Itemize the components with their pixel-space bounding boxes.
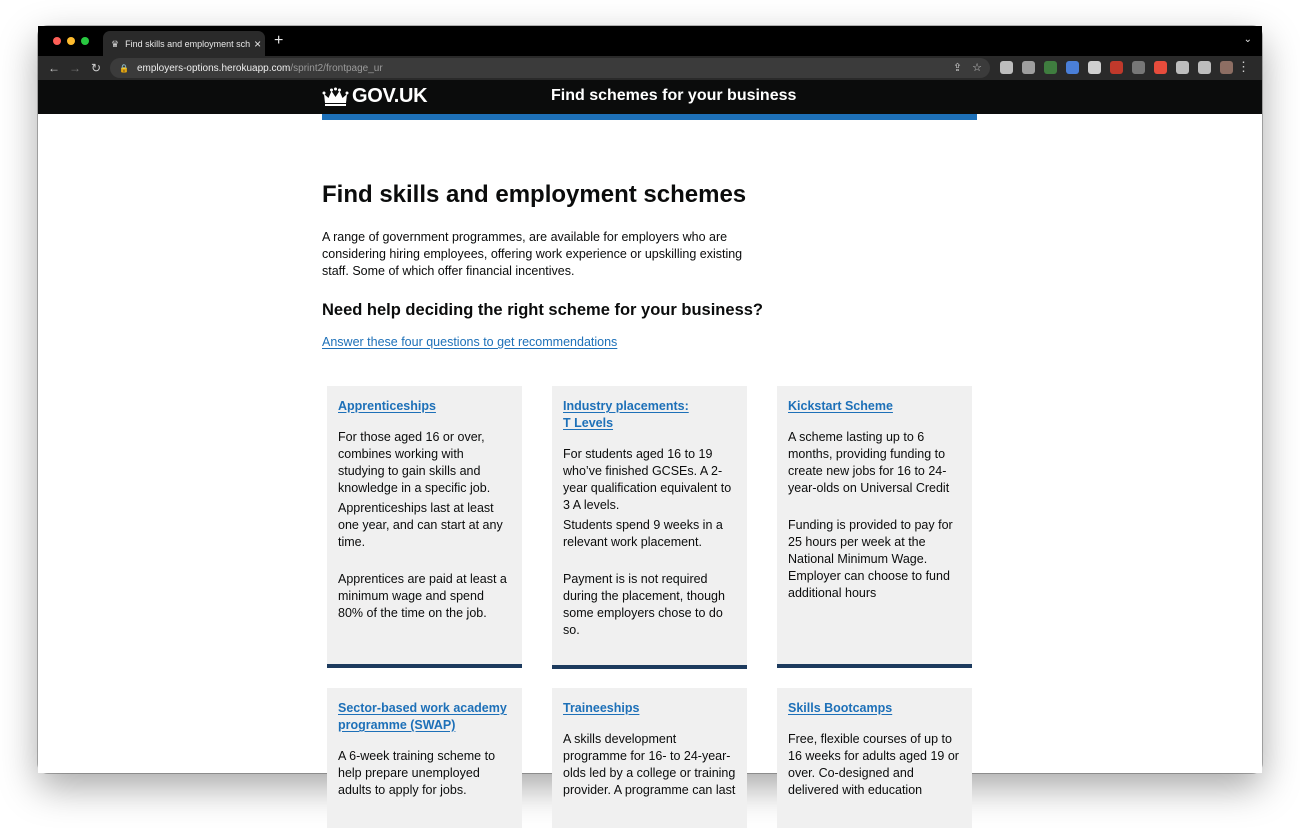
service-name-link[interactable]: Find schemes for your business (551, 87, 797, 104)
extension-icon[interactable] (1044, 61, 1057, 74)
window-close-button[interactable] (53, 37, 61, 45)
card-kickstart (777, 386, 972, 668)
back-arrow-icon[interactable]: ← (48, 61, 60, 75)
card-title-link[interactable]: Sector-based work academy programme (SWAP) (338, 701, 507, 732)
tab-strip (38, 26, 1262, 56)
header-blue-bar (322, 114, 977, 120)
tab-search-chevron-icon[interactable]: ⌄ (1243, 34, 1252, 45)
card-skills-bootcamps (777, 688, 972, 828)
reload-icon[interactable]: ↻ (91, 61, 102, 75)
card-paragraph: Funding is provided to pay for 25 hours per week at the National Minimum Wage. Employer can choose to fund additional hours (788, 518, 953, 600)
help-heading: Need help deciding the right scheme for your business? (322, 301, 763, 319)
lock-icon: 🔒 (119, 63, 129, 73)
govuk-logo-link[interactable] (322, 85, 427, 108)
forward-arrow-icon[interactable]: → (69, 61, 81, 75)
card-title-link[interactable]: Kickstart Scheme (788, 399, 893, 413)
extension-icon[interactable] (1022, 61, 1035, 74)
card-paragraph: Apprentices are paid at least a minimum wage and spend 80% of the time on the job. (338, 572, 507, 620)
card-paragraph: For students aged 16 to 19 who’ve finished GCSEs. A 2-year qualification equivalent to 3 A levels. (563, 447, 732, 512)
extension-icon[interactable] (1220, 61, 1233, 74)
card-paragraph: A 6-week training scheme to help prepare unemployed adults to apply for jobs. (338, 749, 496, 797)
omnibox-actions (953, 61, 982, 74)
recommendations-link[interactable]: Answer these four questions to get recommendations (322, 335, 618, 349)
share-icon[interactable]: ⇪ (952, 62, 963, 74)
url-path: /sprint2/frontpage_ur (290, 62, 383, 74)
browser-tab[interactable] (103, 31, 265, 56)
browser-window (38, 26, 1262, 797)
tab-close-icon[interactable]: × (254, 36, 262, 51)
new-tab-icon[interactable]: + (274, 32, 284, 49)
card-paragraph: Free, flexible courses of up to 16 weeks for adults aged 19 or over. Co-designed and delivered with education (788, 732, 959, 797)
card-title-link[interactable]: Skills Bootcamps (788, 701, 893, 715)
extension-icons (1000, 61, 1233, 74)
card-paragraph: For those aged 16 or over, combines working with studying to gain skills and knowledge in a specific job. (338, 430, 491, 495)
extension-icon[interactable] (1176, 61, 1189, 74)
extension-icon[interactable] (1088, 61, 1101, 74)
crown-favicon-icon: ♛ (111, 38, 120, 49)
card-traineeships (552, 688, 747, 828)
card-title-link[interactable]: Apprenticeships (338, 399, 436, 413)
govuk-header (38, 80, 1262, 114)
card-paragraph: Payment is is not required during the placement, though some employers chose to do so. (563, 572, 725, 637)
card-title-link[interactable]: Traineeships (563, 701, 640, 715)
logo-text: GOV.UK (352, 85, 428, 107)
extension-icon[interactable] (1154, 61, 1167, 74)
web-page (38, 80, 1262, 797)
browser-toolbar (38, 56, 1262, 80)
window-maximize-button[interactable] (81, 37, 89, 45)
extension-icon[interactable] (1198, 61, 1211, 74)
card-title-link[interactable]: Industry placements: T Levels (563, 399, 689, 430)
page-title: Find skills and employment schemes (322, 181, 747, 208)
browser-menu-icon[interactable]: ⋮ (1237, 59, 1250, 74)
extension-icon[interactable] (1110, 61, 1123, 74)
crown-icon (322, 87, 349, 107)
lead-paragraph: A range of government programmes, are available for employers who are considering hiring employees, offering work experience or upskilling existing staff. Some of which offer financial incentives. (322, 230, 743, 278)
extension-icon[interactable] (1000, 61, 1013, 74)
card-industry-placements (552, 386, 747, 669)
address-bar[interactable] (110, 58, 990, 78)
card-paragraph: A scheme lasting up to 6 months, providing funding to create new jobs for 16 to 24-year-olds on Universal Credit (788, 430, 950, 495)
extension-icon[interactable] (1132, 61, 1145, 74)
card-apprenticeships (327, 386, 522, 668)
card-swap (327, 688, 522, 828)
window-minimize-button[interactable] (67, 37, 75, 45)
tab-title: Find skills and employment sch (125, 38, 251, 49)
extension-icon[interactable] (1066, 61, 1079, 74)
card-paragraph: A skills development programme for 16- to 24-year-olds led by a college or training provider. A programme can last (563, 732, 736, 797)
card-paragraph: Apprenticeships last at least one year, and can start at any time. (338, 501, 503, 549)
url-host: employers-options.herokuapp.com (136, 62, 291, 74)
bookmark-star-icon[interactable]: ☆ (972, 62, 982, 74)
card-paragraph: Students spend 9 weeks in a relevant work placement. (563, 518, 723, 549)
